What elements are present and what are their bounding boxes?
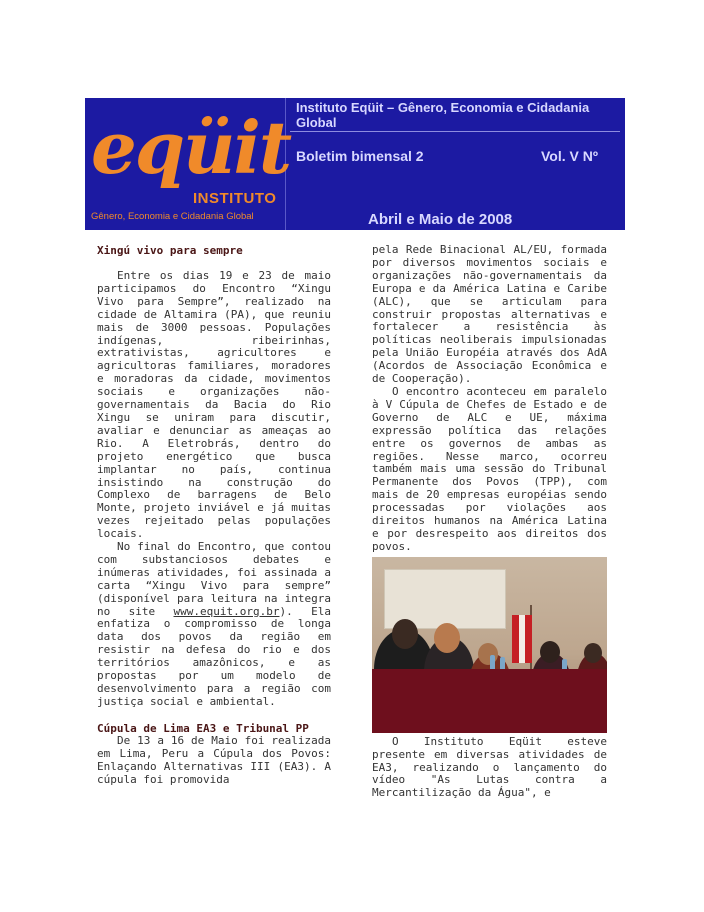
- equit-logo: [85, 98, 291, 230]
- bulletin-text: Boletim bimensal 2: [296, 148, 424, 164]
- lima-paragraph-2: O encontro aconteceu em paralelo à V Cúpula de Chefes de Estado e de Governo de ALC e UE, máxima expressão política das relações entre os governos de ambas as regiões. Nesse marco, ocorreu também mais uma sessão do Tribunal Permanente dos Povos (TPP), com mais de 20 empresas européias sendo processadas por violações aos direitos humanos na América Latina e por desrespeito aos direitos dos povos.: [372, 384, 607, 553]
- institute-title: Instituto Eqüit – Gênero, Economia e Cidadania Global: [296, 100, 590, 130]
- panelist-4-head: [540, 641, 560, 663]
- lima-paragraph-3: O Instituto Eqüit esteve presente em diversas atividades de EA3, realizando o lançamento do vídeo "As Lutas contra a Mercantilização da Água", e: [372, 734, 607, 800]
- xingu-paragraph-1: Entre os dias 19 e 23 de maio participamos do Encontro “Xingu Vivo para Sempre”, realizado na cidade de Altamira (PA), que reuniu mais de 3000 pessoas. Populações indígenas, ribeirinhas, extrativistas, agricultores e agricultoras familiares, moradores e moradoras da cidade, movimentos sociais e organizações não-governamentais da Bacia do Rio Xingu se uniram para discutir, avaliar e denunciar as ameaças ao Rio. A Eletrobrás, dentro do projeto energético que busca implantar no país, continua insistindo na construção do Complexo de barragens de Belo Monte, projeto inviável e já muitas vezes rejeitado pelas populações locais.: [97, 269, 331, 541]
- issue-date: Abril e Maio de 2008: [368, 211, 513, 228]
- header-banner: [85, 98, 625, 230]
- volume-label: Vol. V Nº: [541, 148, 598, 164]
- xingu-paragraph-2: [97, 541, 331, 709]
- xingu-p2-text-end: ). Ela enfatiza o compromisso de longa data dos povos da região em resistir na defesa do rio e dos territórios amazônicos, e as propostas por um modelo de desenvolvimento para a região com justiça social e ambiental.: [97, 604, 331, 708]
- panelist-1-head: [392, 619, 418, 649]
- logo-wordmark: eqüit: [91, 105, 291, 190]
- bulletin-label: [296, 148, 446, 164]
- right-column: [372, 244, 607, 800]
- lima-paragraph-1-continued: pela Rede Binacional AL/EU, formada por diversos movimentos sociais e organizações não-governamentais da Europa e da América Latina e Caribe (ALC), que se articulam para construir propostas alternativas e fortalecer a resistência às políticas neoliberais impulsionadas pela União Européia através dos AdA (Acordos de Associação Econômica e de Cooperação).: [372, 243, 607, 386]
- banner-divider: [290, 131, 620, 132]
- equit-site-link[interactable]: www.equit.org.br: [173, 604, 280, 618]
- article-heading-xingu: Xingú vivo para sempre: [97, 244, 243, 257]
- panelist-5-head: [584, 643, 602, 663]
- peru-flag: [512, 615, 532, 663]
- lima-paragraph-1: De 13 a 16 de Maio foi realizada em Lima, Peru a Cúpula dos Povos: Enlaçando Alternativas III (EA3). A cúpula foi promovida: [97, 733, 331, 786]
- logo-instituto: INSTITUTO: [193, 190, 277, 207]
- conference-table: [372, 669, 607, 733]
- left-column: [97, 244, 331, 786]
- xingu-p2-text: No final do Encontro, que contou com substanciosos debates e inúmeras atividades, foi assinada a carta “Xingu Vivo para sempre” (disponível para leitura na integra no site: [97, 540, 331, 618]
- conference-photo: [372, 557, 607, 733]
- logo-subtitle: Gênero, Economia e Cidadania Global: [91, 211, 254, 222]
- article-heading-lima: Cúpula de Lima EA3 e Tribunal PP: [97, 721, 309, 735]
- panelist-3-head: [478, 643, 498, 665]
- panelist-2-head: [434, 623, 460, 653]
